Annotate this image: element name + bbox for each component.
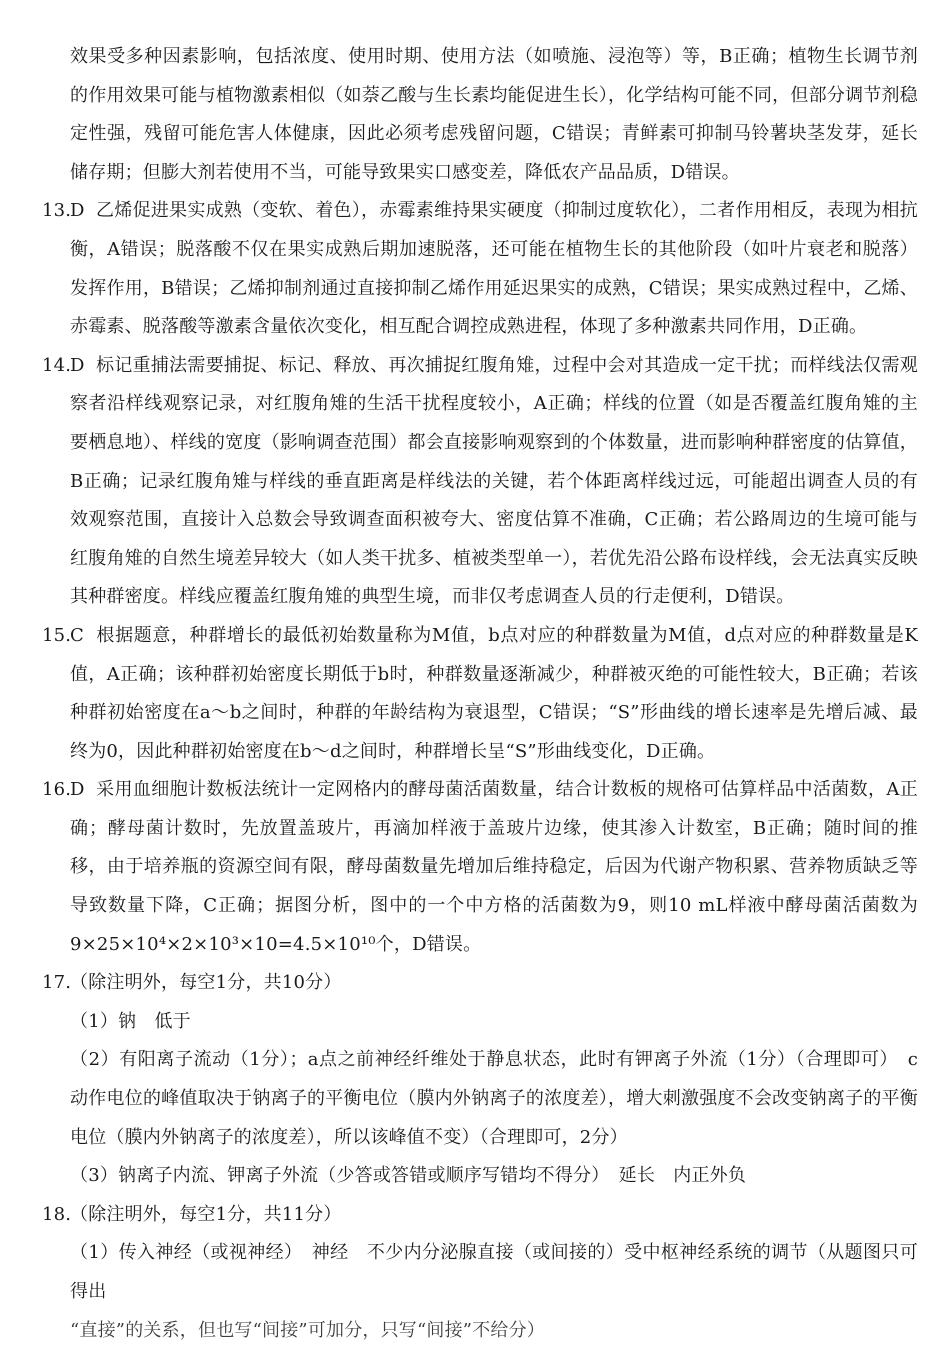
q17-part-3: （3）钠离子内流、钾离子外流（少答或答错或顺序写错均不得分） 延长 内正外负: [70, 1165, 747, 1187]
q15-number: 15.: [42, 624, 72, 646]
q17-part-2: （2）有阳离子流动（1分）；a点之前神经纤维处于静息状态，此时有钾离子外流（1分）（合理即可） c 动作电位的峰值取决于钠离子的平衡电位（膜内外钠离子的浓度差），增大刺激强度不会改变钠离子的平衡电位（膜内外钠离子的浓度差），所以该峰值不变）（合理即可，2分）: [70, 1049, 937, 1148]
answer-content: [42, 38, 937, 1341]
q16-explanation: 采用血细胞计数板法统计一定网格内的酵母菌活菌数量，结合计数板的规格可估算样品中活菌数，A正确；酵母菌计数时，先放置盖玻片，再滴加样液于盖玻片边缘，使其渗入计数室，B正确；随时间的推移，由于培养瓶的资源空间有限，酵母菌数量先增加后维持稳定，后因为代谢产物积累、营养物质缺乏等导致数量下降，C正确；据图分析，图中的一个中方格的活菌数为9，则10 mL样液中酵母菌活菌数为9×25×10⁴×2×10³×10=4.5×10¹⁰个，D错误。: [70, 779, 918, 955]
q14-choice: D: [70, 354, 85, 376]
q18-scoring-note: （除注明外，每空1分，共11分）: [70, 1203, 342, 1225]
q18-part-1-cut-line: “直接”的关系，但也写“间接”可加分，只写“间接”不给分）: [70, 1319, 546, 1341]
q18-header: [42, 1196, 918, 1235]
q17-part-1: （1）钠 低于: [70, 1010, 191, 1032]
q13-answer: [42, 192, 918, 346]
q18-part-1: （1）传入神经（或视神经） 神经 不少内分泌腺直接（或间接的）受中枢神经系统的调节（从题图只可得出: [70, 1242, 918, 1302]
q17-number: 17.: [42, 972, 72, 994]
q14-explanation: 标记重捕法需要捕捉、标记、释放、再次捕捉红腹角雉，过程中会对其造成一定干扰；而样线法仅需观察者沿样线观察记录，对红腹角雉的生活干扰程度较小，A正确；样线的位置（如是否覆盖红腹角雉的主要栖息地）、样线的宽度（影响调查范围）都会直接影响观察到的个体数量，进而影响种群密度的估算值，B正确；记录红腹角雉与样线的垂直距离是样线法的关键，若个体距离样线过远，可能超出调查人员的有效观察范围，直接计入总数会导致调查面积被夸大、密度估算不准确，C正确；若公路周边的生境可能与红腹角雉的自然生境差异较大（如人类干扰多、植被类型单一），若优先沿公路布设样线，会无法真实反映其种群密度。样线应覆盖红腹角雉的典型生境，而非仅考虑调查人员的行走便利，D错误。: [70, 354, 918, 608]
q13-explanation: 乙烯促进果实成熟（变软、着色），赤霉素维持果实硬度（抑制过度软化），二者作用相反，表现为相抗衡，A错误；脱落酸不仅在果实成熟后期加速脱落，还可能在植物生长的其他阶段（如叶片衰老和脱落）发挥作用，B错误；乙烯抑制剂通过直接抑制乙烯作用延迟果实的成熟，C错误；果实成熟过程中，乙烯、赤霉素、脱落酸等激素含量依次变化，相互配合调控成熟进程，体现了多种激素共同作用，D正确。: [70, 200, 918, 338]
q15-answer: [42, 617, 918, 771]
q16-number: 16.: [42, 779, 72, 801]
q14-answer: [42, 347, 918, 617]
q15-choice: C: [70, 624, 84, 646]
q13-number: 13.: [42, 200, 72, 222]
q17-header: [42, 964, 918, 1003]
q12-continuation: 效果受多种因素影响，包括浓度、使用时期、使用方法（如喷施、浸泡等）等，B正确；植物生长调节剂的作用效果可能与植物激素相似（如萘乙酸与生长素均能促进生长），化学结构可能不同，但部分调节剂稳定性强，残留可能危害人体健康，因此必须考虑残留问题，C错误；青鲜素可抑制马铃薯块茎发芽，延长储存期；但膨大剂若使用不当，可能导致果实口感变差，降低农产品品质，D错误。: [70, 46, 918, 183]
q17-scoring-note: （除注明外，每空1分，共10分）: [70, 972, 342, 994]
q13-choice: D: [70, 200, 85, 222]
q14-number: 14.: [42, 354, 72, 376]
q18-number: 18.: [42, 1203, 72, 1225]
q16-answer: [42, 771, 918, 964]
q15-explanation: 根据题意，种群增长的最低初始数量称为M值，b点对应的种群数量为M值，d点对应的种群数量是K值，A正确；该种群初始密度长期低于b时，种群数量逐渐减少，种群被灭绝的可能性较大，B正确；若该种群初始密度在a～b之间时，种群的年龄结构为衰退型，C错误；“S”形曲线的增长速率是先增后减、最终为0，因此种群初始密度在b～d之间时，种群增长呈“S”形曲线变化，D正确。: [70, 624, 918, 762]
q16-choice: D: [70, 779, 85, 801]
